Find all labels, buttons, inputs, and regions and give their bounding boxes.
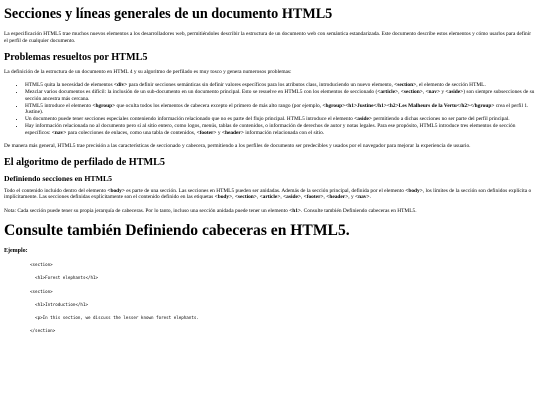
code-example bbox=[4, 263, 535, 333]
problems-list bbox=[4, 82, 535, 136]
code-line: <section> bbox=[30, 288, 53, 294]
problems-summary: De manera más general, HTML5 trae precisión a las características de seccionado y cabecera, permitiendo a los perfiles de documento ser predecibles y usados por el navegador para mejorar la experiencia de usuario. bbox=[4, 143, 471, 150]
problem-item: • Un documento puede tener secciones especiales conteniendo información relacionado que no es parte del flujo principal. HTML5 introduce el elemento <aside> permitiendo a dichas secciones no ser parte del perfil principal. bbox=[25, 116, 535, 123]
algorithm-note: Nota: Cada sección puede tener su propia jerarquía de cabeceras. Por lo tanto, incluso una sección anidada puede tener un elemento <h1>. Consulte también Definiendo cabeceras en HTML5. bbox=[4, 208, 417, 214]
problem-item: • HTML5 quita la necesidad de elementos <div> para definir secciones semánticas sin definir valores específicos para los atributos class, introduciendo un nuevo elemento, <section>, el elemento de sección HTML. bbox=[25, 82, 535, 89]
problem-item: • Mezclar varios documentos es difícil: la inclusión de un sub-documento en un documento principal. Esto se resuelve en HTML5 con los elementos de seccionado (<article>, <section>, <nav> y <aside>) son siempre subsecciones de su sección ancestra más cercana. bbox=[25, 89, 535, 103]
algorithm-heading: El algoritmo de perfilado de HTML5 bbox=[4, 157, 166, 169]
problems-heading: Problemas resueltos por HTML5 bbox=[4, 51, 148, 63]
code-line: <section> bbox=[30, 262, 53, 268]
defining-sections-heading: Definiendo secciones en HTML5 bbox=[4, 173, 113, 183]
intro-paragraph: La especificación HTML5 trae muchos nuevos elementos a los desarrolladores web, permitiéndoles describir la estructura de un documento web con semántica estandarizada. Este documento describe estos elementos y cómo usarlos para definir el perfil de cualquier documento. bbox=[4, 31, 532, 45]
problem-item: • Hay información relacionada no al documento pero sí al sitio entero, como logos, menús, tablas de contenidos, o información de derechos de autor y notas legales. Para ese propósito, HTML5 introduce tres elementos de sección específicos: <nav> para colecciones de enlaces, como una tabla de contenidos, <footer> y <header> información relacionada con el sitio. bbox=[25, 123, 535, 137]
problem-item: • HTML5 introduce el elemento <hgroup> que oculta todos los elementos de cabecera excepto el primero de más alto rango (por ejemplo, <hgroup><h1>Justine</h1><h2>Les Malheurs de la Vertu</h2></hgroup> crea el perfil 1. Justine). bbox=[25, 103, 535, 117]
example-label: Ejemplo: bbox=[4, 247, 28, 254]
code-line: </section> bbox=[30, 328, 56, 334]
algorithm-body: Todo el contenido incluido dentro del elemento <body> es parte de una sección. Las secciones en HTML5 pueden ser anidadas. Además de la sección principal, definida por el elemento <body>, los límites de la sección son definidos explícita o implícitamente. Las secciones definidas explícitamente son el contenido definido en las etiquetas <body>, <section>, <article>, <aside>, <footer>, <header>, y <nav>. bbox=[4, 187, 532, 201]
see-also-heading: Consulte también Definiendo cabeceras en HTML5. bbox=[4, 221, 350, 239]
code-line: <h1>Introduction</h1> bbox=[30, 301, 88, 307]
code-line: <p>In this section, we discuss the lesser known forest elephants. bbox=[30, 314, 199, 320]
problems-lead: La definición de la estructura de un documento en HTML 4 y su algoritmo de perfilado es muy tosco y genera numerosos problemas: bbox=[4, 68, 292, 75]
code-line: <h1>Forest elephants</h1> bbox=[30, 275, 99, 281]
page-title: Secciones y líneas generales de un documento HTML5 bbox=[4, 6, 333, 22]
